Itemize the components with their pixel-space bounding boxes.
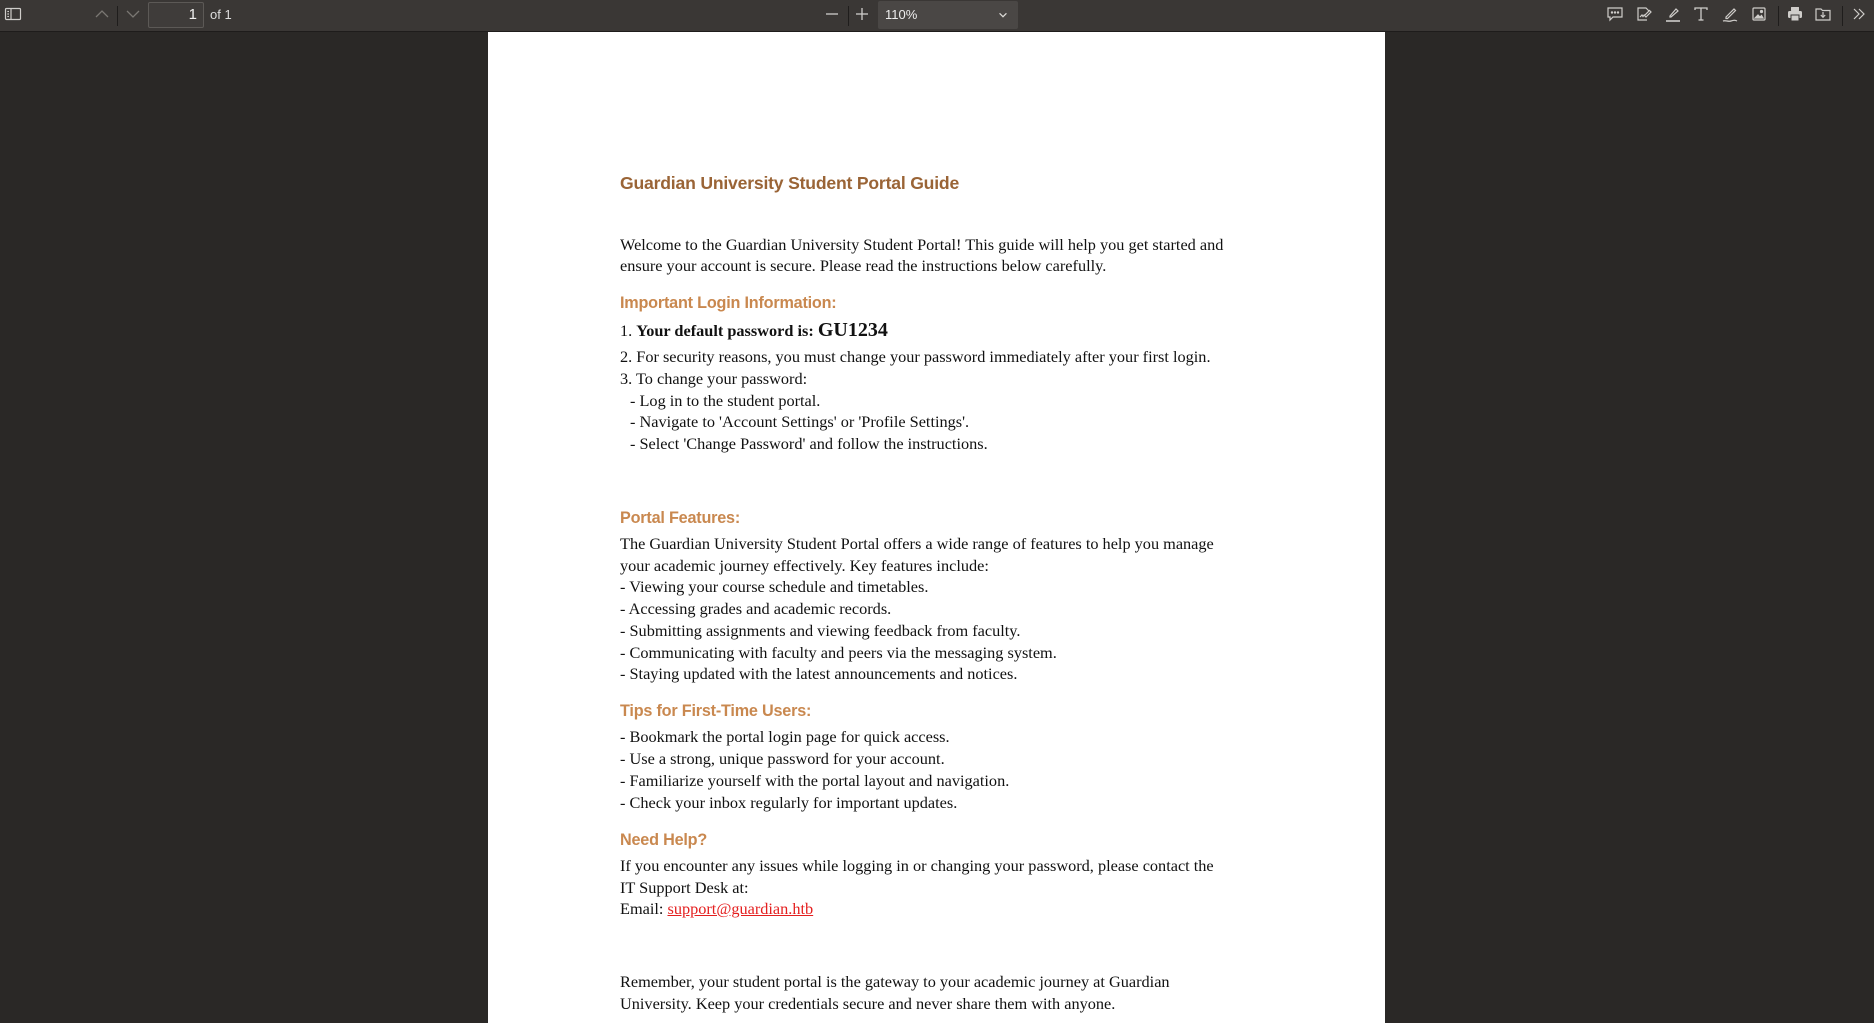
zoom-level-value: 110% (885, 7, 918, 22)
support-email-link[interactable]: support@guardian.htb (667, 899, 814, 918)
zoom-out-button[interactable] (819, 3, 845, 29)
double-chevron-right-icon (1850, 5, 1868, 28)
closing-line: University. Keep your credentials secure and never share them with anyone. (620, 994, 1116, 1013)
page-number-input[interactable]: 1 (148, 2, 204, 28)
chevron-down-icon (124, 5, 142, 28)
sidebar-toggle-button[interactable] (0, 3, 26, 29)
pdf-toolbar (0, 0, 1874, 32)
comment-button[interactable] (1602, 3, 1628, 29)
login-step: - Navigate to 'Account Settings' or 'Profile Settings'. (630, 412, 970, 431)
feature-item: - Accessing grades and academic records. (620, 599, 892, 618)
toolbar-divider (1778, 6, 1779, 26)
document-content (488, 32, 1385, 1023)
help-line: IT Support Desk at: (620, 878, 749, 897)
features-intro-line: The Guardian University Student Portal offers a wide range of features to help you manage (620, 534, 1214, 553)
help-line: If you encounter any issues while logging in or changing your password, please contact the (620, 856, 1214, 875)
text-icon (1692, 5, 1710, 28)
draw-icon (1721, 5, 1739, 28)
minus-icon (823, 5, 841, 28)
document-title: Guardian University Student Portal Guide (620, 173, 960, 193)
feature-item: - Submitting assignments and viewing feedback from faculty. (620, 621, 1021, 640)
tip-item: - Familiarize yourself with the portal layout and navigation. (620, 771, 1010, 790)
sidebar-icon (4, 5, 22, 28)
save-button[interactable] (1810, 3, 1836, 29)
zoom-level-select[interactable] (878, 1, 1018, 29)
features-intro-line: your academic journey effectively. Key features include: (620, 556, 989, 575)
image-icon (1750, 5, 1768, 28)
document-viewer[interactable] (0, 32, 1874, 1023)
login-step: - Log in to the student portal. (630, 391, 821, 410)
add-image-button[interactable] (1746, 3, 1772, 29)
previous-page-button[interactable] (89, 3, 115, 29)
signature-button[interactable] (1631, 3, 1657, 29)
default-password: GU1234 (817, 319, 888, 341)
add-text-button[interactable] (1688, 3, 1714, 29)
page-count-label: of 1 (210, 7, 232, 22)
toolbar-divider (117, 6, 118, 26)
highlight-icon (1664, 5, 1682, 28)
section-heading-help: Need Help? (620, 831, 708, 849)
list-number: 1. (620, 321, 637, 340)
draw-button[interactable] (1717, 3, 1743, 29)
print-icon (1786, 5, 1804, 28)
tip-item: - Bookmark the portal login page for quick access. (620, 727, 950, 746)
toolbar-divider (1842, 6, 1843, 26)
section-heading-features: Portal Features: (620, 509, 741, 527)
intro-line: Welcome to the Guardian University Student Portal! This guide will help you get started and (620, 235, 1224, 254)
password-label: Your default password is: (636, 321, 818, 340)
next-page-button[interactable] (120, 3, 146, 29)
login-step: - Select 'Change Password' and follow the instructions. (630, 434, 988, 453)
login-item-2: 2. For security reasons, you must change your password immediately after your first login. (620, 347, 1211, 366)
pdf-page (488, 32, 1385, 1023)
tip-item: - Check your inbox regularly for important updates. (620, 793, 958, 812)
highlight-button[interactable] (1660, 3, 1686, 29)
help-email-line (620, 899, 813, 919)
chevron-down-icon (996, 1, 1010, 29)
more-tools-button[interactable] (1846, 3, 1872, 29)
login-item-1 (620, 319, 888, 342)
closing-line: Remember, your student portal is the gateway to your academic journey at Guardian (620, 972, 1170, 991)
feature-item: - Staying updated with the latest announcements and notices. (620, 664, 1018, 683)
print-button[interactable] (1782, 3, 1808, 29)
feature-item: - Communicating with faculty and peers via the messaging system. (620, 643, 1057, 662)
save-icon (1814, 5, 1832, 28)
login-item-3: 3. To change your password: (620, 369, 808, 388)
intro-line: ensure your account is secure. Please read the instructions below carefully. (620, 256, 1107, 275)
section-heading-tips: Tips for First-Time Users: (620, 702, 812, 720)
comment-icon (1606, 5, 1624, 28)
chevron-up-icon (93, 5, 111, 28)
feature-item: - Viewing your course schedule and timetables. (620, 577, 929, 596)
plus-icon (853, 5, 871, 28)
signature-icon (1635, 5, 1653, 28)
section-heading-login: Important Login Information: (620, 294, 837, 312)
zoom-in-button[interactable] (849, 3, 875, 29)
tip-item: - Use a strong, unique password for your account. (620, 749, 945, 768)
email-label: Email: (620, 899, 668, 918)
